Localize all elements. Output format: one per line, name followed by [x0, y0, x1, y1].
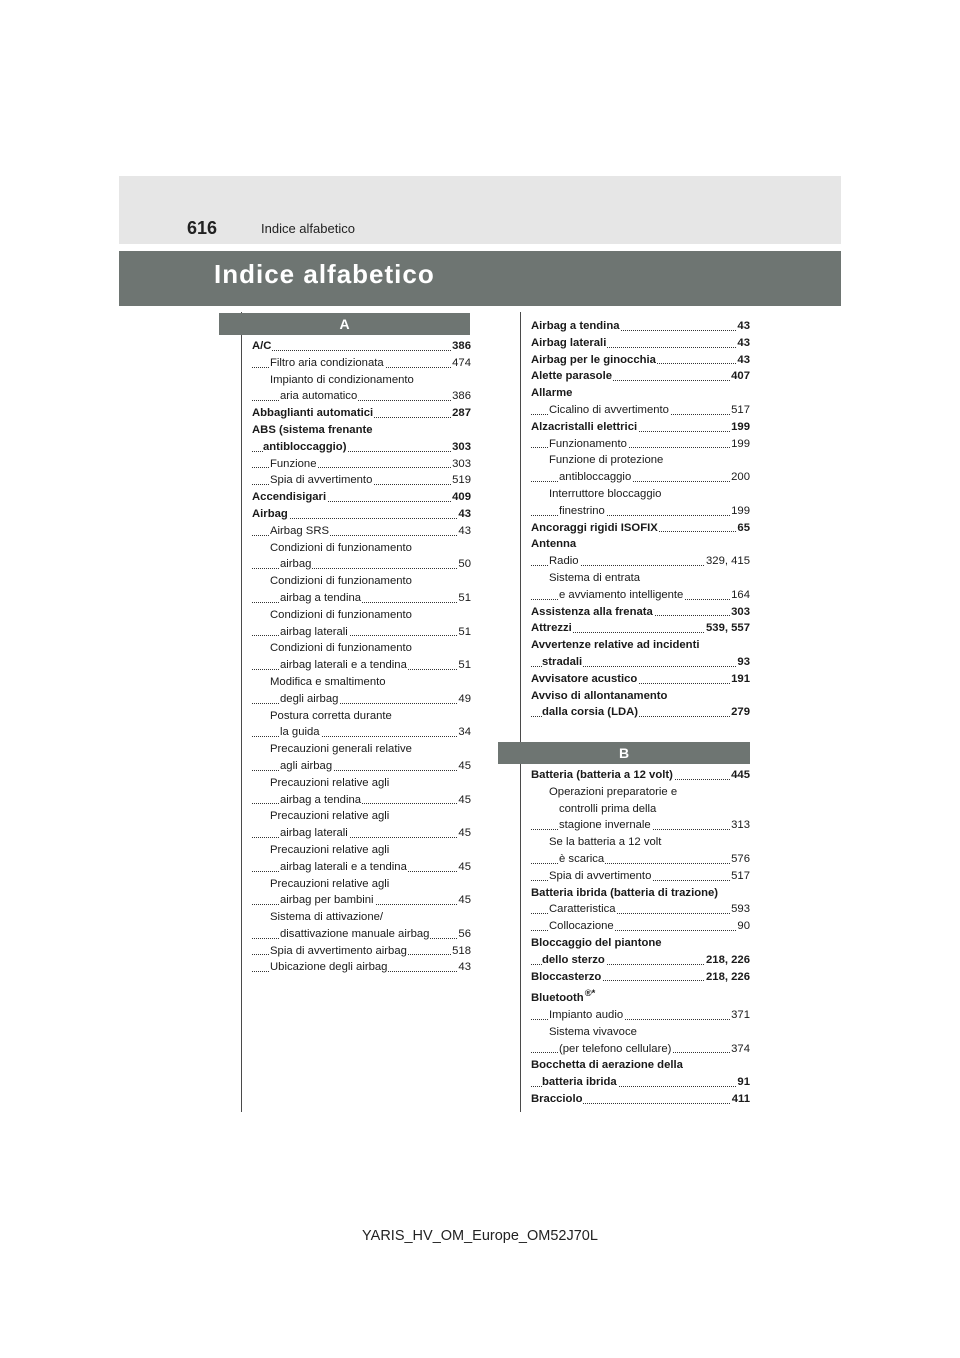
- index-entry: [252, 506, 471, 523]
- index-term: Funzione di protezione: [549, 454, 664, 467]
- page-reference: 199: [730, 436, 750, 453]
- index-term: Funzione: [270, 457, 317, 470]
- index-entry: [531, 1024, 750, 1041]
- index-entry: [252, 859, 471, 876]
- page-reference: 164: [730, 587, 750, 604]
- index-term: dello sterzo: [542, 953, 605, 966]
- page-reference: 371: [730, 1007, 750, 1024]
- index-entry: [531, 620, 750, 637]
- index-entry: [531, 704, 750, 721]
- index-term: airbag: [280, 558, 312, 571]
- index-entry: [252, 708, 471, 725]
- index-term: Avvertenze relative ad incidenti: [531, 639, 700, 652]
- index-term: Sistema di entrata: [549, 571, 641, 584]
- index-term: (per telefono cellulare): [559, 1042, 672, 1055]
- header-band: [119, 176, 841, 244]
- index-term: Precauzioni relative agli: [270, 810, 390, 823]
- index-entry: [252, 825, 471, 842]
- index-term: antibloccaggio: [559, 471, 632, 484]
- index-entry: [531, 368, 750, 385]
- index-entry: [252, 439, 471, 456]
- index-entry: [252, 741, 471, 758]
- index-entry: [252, 758, 471, 775]
- index-entry: [531, 587, 750, 604]
- index-term: Condizioni di funzionamento: [270, 608, 412, 621]
- index-entry: [252, 472, 471, 489]
- index-term: è scarica: [559, 852, 605, 865]
- index-entry: [531, 784, 750, 801]
- page-reference: 218, 226: [705, 952, 750, 969]
- index-entry: [252, 792, 471, 809]
- index-entry: [252, 808, 471, 825]
- index-term: Spia di avvertimento: [549, 869, 652, 882]
- page-reference: 411: [731, 1091, 750, 1108]
- index-term: Operazioni preparatorie e: [549, 785, 678, 798]
- index-term: airbag a tendina: [280, 591, 362, 604]
- index-entry: [531, 868, 750, 885]
- page-reference: 576: [730, 851, 750, 868]
- index-term: Avvisatore acustico: [531, 672, 638, 685]
- index-term: Airbag SRS: [270, 524, 330, 537]
- page-reference: 386: [451, 338, 471, 355]
- index-entry: [252, 724, 471, 741]
- page-reference: 91: [736, 1074, 750, 1091]
- page-reference: 200: [730, 469, 750, 486]
- page-reference: 51: [457, 624, 471, 641]
- index-term: dalla corsia (LDA): [542, 706, 639, 719]
- page-reference: 474: [451, 355, 471, 372]
- page-reference: 43: [736, 318, 750, 335]
- page-reference: 593: [730, 901, 750, 918]
- index-term: Assistenza alla frenata: [531, 605, 653, 618]
- index-term: Condizioni di funzionamento: [270, 541, 412, 554]
- index-entry: [531, 952, 750, 969]
- index-term: Bracciolo: [531, 1092, 583, 1105]
- index-entry: [252, 959, 471, 976]
- index-entry: [531, 969, 750, 986]
- index-entry: [531, 851, 750, 868]
- page-reference: 518: [451, 943, 471, 960]
- section-header-b: [498, 742, 750, 764]
- index-term: Condizioni di funzionamento: [270, 642, 412, 655]
- index-term: Condizioni di funzionamento: [270, 575, 412, 588]
- page-reference: 191: [730, 671, 750, 688]
- index-term: Airbag per le ginocchia: [531, 353, 656, 366]
- index-term: airbag laterali: [280, 625, 348, 638]
- index-term: Attrezzi: [531, 622, 572, 635]
- index-term: Impianto audio: [549, 1008, 624, 1021]
- index-term: agli airbag: [280, 759, 333, 772]
- index-term: finestrino: [559, 504, 605, 517]
- index-entry: [531, 901, 750, 918]
- leader-dots: [252, 350, 471, 351]
- index-column-1: [252, 338, 471, 976]
- page-reference: 65: [736, 520, 750, 537]
- index-term: disattivazione manuale airbag: [280, 927, 430, 940]
- index-term: Airbag a tendina: [531, 320, 620, 332]
- index-entry: [531, 318, 750, 335]
- index-entry: [531, 985, 750, 1007]
- index-term: Avviso di allontanamento: [531, 689, 668, 702]
- index-entry: [252, 842, 471, 859]
- index-entry: [531, 918, 750, 935]
- index-term: A/C: [252, 340, 272, 352]
- index-term: Interruttore bloccaggio: [549, 487, 662, 500]
- index-term: Accendisigari: [252, 491, 327, 504]
- index-entry: [252, 573, 471, 590]
- page-reference: 517: [730, 402, 750, 419]
- index-entry: [531, 536, 750, 553]
- page-reference: 287: [451, 405, 471, 422]
- index-term: controlli prima della: [559, 802, 657, 815]
- page-reference: 199: [730, 419, 750, 436]
- index-term: Precauzioni relative agli: [270, 843, 390, 856]
- page-reference: 90: [736, 918, 750, 935]
- page-reference: 43: [736, 352, 750, 369]
- page-reference: 303: [451, 439, 471, 456]
- index-entry: [252, 926, 471, 943]
- index-entry: [252, 674, 471, 691]
- page-reference: 199: [730, 503, 750, 520]
- index-term: Filtro aria condizionata: [270, 356, 384, 369]
- page-reference: 43: [736, 335, 750, 352]
- index-entry: [531, 452, 750, 469]
- index-entry: [531, 654, 750, 671]
- index-term: Alzacristalli elettrici: [531, 420, 638, 433]
- index-entry: [531, 767, 750, 784]
- index-term: Impianto di condizionamento: [270, 373, 414, 386]
- index-entry: [531, 486, 750, 503]
- index-entry: [531, 1041, 750, 1058]
- index-entry: [252, 523, 471, 540]
- section-header-a: [219, 313, 470, 335]
- index-term: Abbaglianti automatici: [252, 407, 374, 420]
- index-entry: [531, 1057, 750, 1074]
- page-reference: 51: [457, 657, 471, 674]
- index-entry: [252, 607, 471, 624]
- index-term: antibloccaggio): [263, 440, 347, 453]
- index-term: Bocchetta di aerazione della: [531, 1059, 683, 1072]
- page-number: 616: [187, 218, 218, 238]
- index-entry: [531, 419, 750, 436]
- index-entry: [531, 335, 750, 352]
- page-reference: 45: [457, 859, 471, 876]
- index-entry: [252, 456, 471, 473]
- index-term: stradali: [542, 655, 583, 668]
- index-entry: [252, 556, 471, 573]
- index-term: batteria ibrida: [542, 1076, 617, 1089]
- page-reference: 407: [730, 368, 750, 385]
- index-entry: [252, 405, 471, 422]
- index-term: stagione invernale: [559, 819, 651, 832]
- index-entry: [531, 469, 750, 486]
- index-term: airbag laterali e a tendina: [280, 659, 407, 672]
- index-entry: [531, 503, 750, 520]
- index-term: Sistema vivavoce: [549, 1025, 637, 1038]
- index-entry: [252, 892, 471, 909]
- index-entry: [531, 604, 750, 621]
- index-entry: [531, 935, 750, 952]
- page-reference: 313: [730, 817, 750, 834]
- index-term: aria automatico: [280, 390, 358, 403]
- column-divider-middle: [520, 312, 521, 1112]
- index-term: Antenna: [531, 538, 577, 551]
- index-entry: [531, 436, 750, 453]
- page-reference: 303: [730, 604, 750, 621]
- index-term: Alette parasole: [531, 370, 612, 383]
- index-entry: [531, 1074, 750, 1091]
- page-reference: 218, 226: [705, 969, 750, 986]
- index-term: Cicalino di avvertimento: [549, 403, 669, 416]
- page-reference: 519: [451, 472, 471, 489]
- page-reference: 45: [457, 792, 471, 809]
- index-term: Airbag laterali: [531, 336, 607, 349]
- index-entry: [252, 388, 471, 405]
- index-term: Ubicazione degli airbag: [270, 961, 388, 974]
- index-term: Se la batteria a 12 volt: [549, 836, 662, 849]
- index-entry: [531, 520, 750, 537]
- index-entry: [531, 801, 750, 818]
- index-term: Precauzioni relative agli: [270, 776, 390, 789]
- index-term: Batteria ibrida (batteria di trazione): [531, 886, 719, 899]
- index-entry: [252, 691, 471, 708]
- index-term: Funzionamento: [549, 437, 627, 450]
- page-reference: 445: [730, 767, 750, 784]
- index-term: Bloccaggio del piantone: [531, 936, 662, 949]
- header-section-title: Indice alfabetico: [261, 221, 355, 236]
- index-entry: [252, 943, 471, 960]
- index-entry: [531, 817, 750, 834]
- index-entry: [252, 540, 471, 557]
- index-entry: [531, 688, 750, 705]
- index-term: Collocazione: [549, 920, 614, 933]
- page-reference: 49: [457, 691, 471, 708]
- index-term-superscript: ®*: [584, 987, 596, 999]
- document-code: YARIS_HV_OM_Europe_OM52J70L: [362, 1228, 598, 1244]
- page-reference: 45: [457, 758, 471, 775]
- index-term: airbag laterali: [280, 827, 348, 840]
- page-reference: 50: [457, 556, 471, 573]
- page-reference: 34: [457, 724, 471, 741]
- index-entry: [252, 590, 471, 607]
- index-term: Precauzioni relative agli: [270, 877, 390, 890]
- index-term: Postura corretta durante: [270, 709, 392, 722]
- section-letter: A: [339, 316, 350, 332]
- index-term: degli airbag: [280, 692, 339, 705]
- index-term: Bloccasterzo: [531, 970, 602, 983]
- index-term: Caratteristica: [549, 903, 616, 916]
- page-reference: 45: [457, 892, 471, 909]
- page-reference: 539, 557: [705, 620, 750, 637]
- index-entry: [252, 909, 471, 926]
- index-entry: [252, 372, 471, 389]
- index-term: Spia di avvertimento airbag: [270, 944, 407, 957]
- index-term: Bluetooth: [531, 992, 584, 1005]
- page-reference: 93: [736, 654, 750, 671]
- index-entry: [252, 338, 471, 355]
- index-entry: [252, 775, 471, 792]
- index-entry: [531, 834, 750, 851]
- page-reference: 374: [730, 1041, 750, 1058]
- index-term: Precauzioni generali relative: [270, 743, 412, 756]
- index-entry: [531, 352, 750, 369]
- index-entry: [531, 1091, 750, 1108]
- index-entry: [252, 657, 471, 674]
- page-reference: 279: [730, 704, 750, 721]
- page-reference: 303: [451, 456, 471, 473]
- index-term: Sistema di attivazione/: [270, 911, 384, 924]
- index-entry: [252, 355, 471, 372]
- index-entry: [252, 624, 471, 641]
- index-term: airbag per bambini: [280, 894, 374, 907]
- index-term: e avviamento intelligente: [559, 588, 684, 601]
- column-divider-left: [241, 312, 242, 1112]
- page-reference: 386: [451, 388, 471, 405]
- index-entry: [531, 570, 750, 587]
- index-entry: [252, 422, 471, 439]
- index-term: Batteria (batteria a 12 volt): [531, 769, 673, 781]
- index-term: Ancoraggi rigidi ISOFIX: [531, 521, 658, 534]
- page-reference: 329, 415: [705, 553, 750, 570]
- page-reference: 43: [457, 959, 471, 976]
- section-letter: B: [618, 745, 630, 761]
- page-reference: 409: [451, 489, 471, 506]
- page-reference: 43: [457, 506, 471, 523]
- index-term: airbag a tendina: [280, 793, 362, 806]
- index-entry: [531, 637, 750, 654]
- index-entry: [531, 671, 750, 688]
- index-term: Spia di avvertimento: [270, 474, 373, 487]
- index-column-2-a: [531, 318, 750, 721]
- index-entry: [531, 385, 750, 402]
- index-term: Radio: [549, 555, 579, 568]
- index-entry: [531, 885, 750, 902]
- index-entry: [531, 1007, 750, 1024]
- index-term: ABS (sistema frenante: [252, 423, 373, 436]
- index-entry: [252, 876, 471, 893]
- page-reference: 56: [457, 926, 471, 943]
- page-reference: 43: [457, 523, 471, 540]
- index-entry: [531, 402, 750, 419]
- index-term: airbag laterali e a tendina: [280, 860, 407, 873]
- index-term: Allarme: [531, 387, 573, 400]
- index-term: Modifica e smaltimento: [270, 675, 386, 688]
- index-entry: [252, 489, 471, 506]
- index-term: Airbag: [252, 507, 288, 520]
- index-term: la guida: [280, 726, 320, 739]
- index-column-2-b: [531, 767, 750, 1108]
- page-title: Indice alfabetico: [214, 259, 435, 289]
- page-reference: 517: [730, 868, 750, 885]
- index-entry: [531, 553, 750, 570]
- page-reference: 45: [457, 825, 471, 842]
- index-entry: [252, 640, 471, 657]
- page-reference: 51: [457, 590, 471, 607]
